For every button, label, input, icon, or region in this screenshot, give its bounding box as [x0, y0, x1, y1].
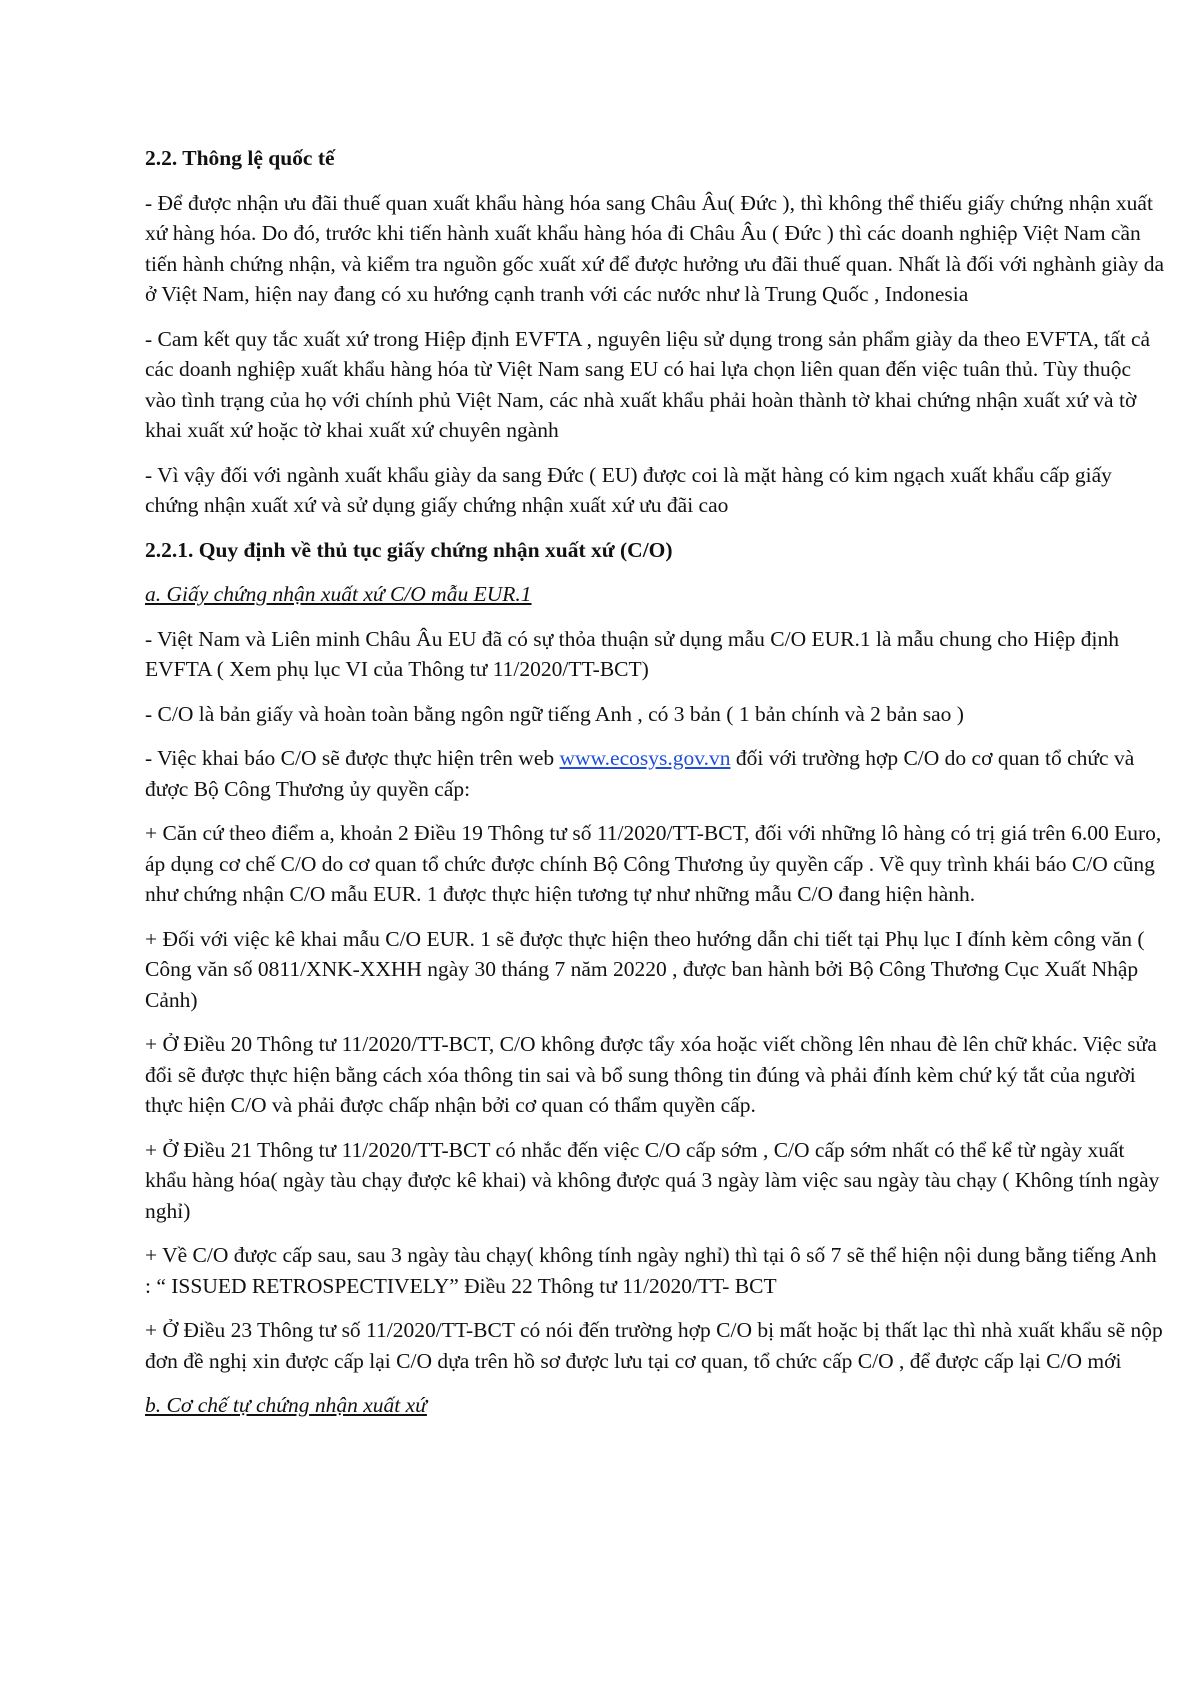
paragraph-co-copies: - C/O là bản giấy và hoàn toàn bằng ngôn ngữ tiếng Anh , có 3 bản ( 1 bản chính và 2 bản sao ): [145, 701, 964, 726]
paragraph-evfta-commitment: - Cam kết quy tắc xuất xứ trong Hiệp định EVFTA , nguyên liệu sử dụng trong sản phẩm giày da theo EVFTA, tất cả các doanh nghiệp xuất khẩu hàng hóa từ Việt Nam sang EU có hai lựa chọn liên quan đến việc tuân thủ. Tùy thuộc vào tình trạng của họ với chính phủ Việt Nam, các nhà xuất khẩu phải hoàn thành tờ khai chứng nhận xuất xứ và tờ khai xuất xứ hoặc tờ khai xuất xứ chuyên ngành: [145, 326, 1151, 442]
subheading-b: b. Cơ chế tự chứng nhận xuất xứ: [145, 1393, 427, 1417]
subheading-a: a. Giấy chứng nhận xuất xứ C/O mẫu EUR.1: [145, 582, 532, 606]
section-heading-2-2-1: 2.2.1. Quy định về thủ tục giấy chứng nhận xuất xứ (C/O): [145, 537, 673, 562]
plus-item-article-23: + Ở Điều 23 Thông tư số 11/2020/TT-BCT có nói đến trường hợp C/O bị mất hoặc bị thất lạc thì nhà xuất khẩu sẽ nộp đơn đề nghị xin được cấp lại C/O dựa trên hồ sơ được lưu tại cơ quan, tổ chức cấp C/O , để được cấp lại C/O mới: [145, 1318, 1163, 1373]
plus-item-article-19: + Căn cứ theo điểm a, khoản 2 Điều 19 Thông tư số 11/2020/TT-BCT, đối với những lô hàng có trị giá trên 6.00 Euro, áp dụng cơ chế C/O do cơ quan tổ chức được chính Bộ Công Thương ủy quyền cấp . Về quy trình khái báo C/O cũng như chứng nhận C/O mẫu EUR. 1 được thực hiện tương tự như những mẫu C/O đang hiện hành.: [145, 821, 1162, 906]
section-heading-2-2: 2.2. Thông lệ quốc tế: [145, 146, 335, 170]
plus-item-article-20: + Ở Điều 20 Thông tư 11/2020/TT-BCT, C/O không được tẩy xóa hoặc viết chồng lên nhau đè lên chữ khác. Việc sửa đổi sẽ được thực hiện bằng cách xóa thông tin sai và bổ sung thông tin đúng và phải đính kèm chứ ký tắt của người thực hiện C/O và phải được chấp nhận bởi cơ quan có thẩm quyền cấp.: [145, 1032, 1157, 1117]
paragraph-leather-export: - Vì vậy đối với ngành xuất khẩu giày da sang Đức ( EU) được coi là mặt hàng có kim ngạch xuất khẩu cấp giấy chứng nhận xuất xứ và sử dụng giấy chứng nhận xuất xứ ưu đãi cao: [145, 462, 1112, 517]
declaration-text-after: đối với trường hợp C/O do cơ quan tổ chức và được Bộ Công Thương ủy quyền cấp:: [145, 746, 1135, 801]
document-body: [145, 143, 1165, 1435]
paragraph-co-declaration: [145, 743, 1165, 804]
plus-item-article-21: + Ở Điều 21 Thông tư 11/2020/TT-BCT có nhắc đến việc C/O cấp sớm , C/O cấp sớm nhất có thể kể từ ngày xuất khẩu hàng hóa( ngày tàu chạy được kê khai) và không được quá 3 ngày làm việc sau ngày tàu chạy ( Không tính ngày nghỉ): [145, 1137, 1160, 1223]
plus-item-eur1-declaration: + Đối với việc kê khai mẫu C/O EUR. 1 sẽ được thực hiện theo hướng dẫn chi tiết tại Phụ lục I đính kèm công văn ( Công văn số 0811/XNK-XXHH ngày 30 tháng 7 năm 20220 , được ban hành bởi Bộ Công Thương Cục Xuất Nhập Cảnh): [145, 926, 1145, 1012]
ecosys-link[interactable]: www.ecosys.gov.vn: [559, 746, 731, 770]
plus-item-article-22: + Về C/O được cấp sau, sau 3 ngày tàu chạy( không tính ngày nghỉ) thì tại ô số 7 sẽ thể hiện nội dung bằng tiếng Anh : “ ISSUED RETROSPECTIVELY” Điều 22 Thông tư 11/2020/TT- BCT: [145, 1243, 1157, 1298]
paragraph-incentives: - Để được nhận ưu đãi thuế quan xuất khẩu hàng hóa sang Châu Âu( Đức ), thì không thể thiếu giấy chứng nhận xuất xứ hàng hóa. Do đó, trước khi tiến hành xuất khẩu hàng hóa đi Châu Âu ( Đức ) thì các doanh nghiệp Việt Nam cần tiến hành chứng nhận, và kiểm tra nguồn gốc xuất xứ để được hưởng ưu đãi thuế quan. Nhất là đối với nghành giày da ở Việt Nam, hiện nay đang có xu hướng cạnh tranh với các nước như là Trung Quốc , Indonesia: [145, 190, 1165, 306]
paragraph-eur1-agreement: - Việt Nam và Liên minh Châu Âu EU đã có sự thỏa thuận sử dụng mẫu C/O EUR.1 là mẫu chung cho Hiệp định EVFTA ( Xem phụ lục VI của Thông tư 11/2020/TT-BCT): [145, 626, 1120, 681]
declaration-text-before: - Việc khai báo C/O sẽ được thực hiện trên web: [145, 746, 560, 770]
